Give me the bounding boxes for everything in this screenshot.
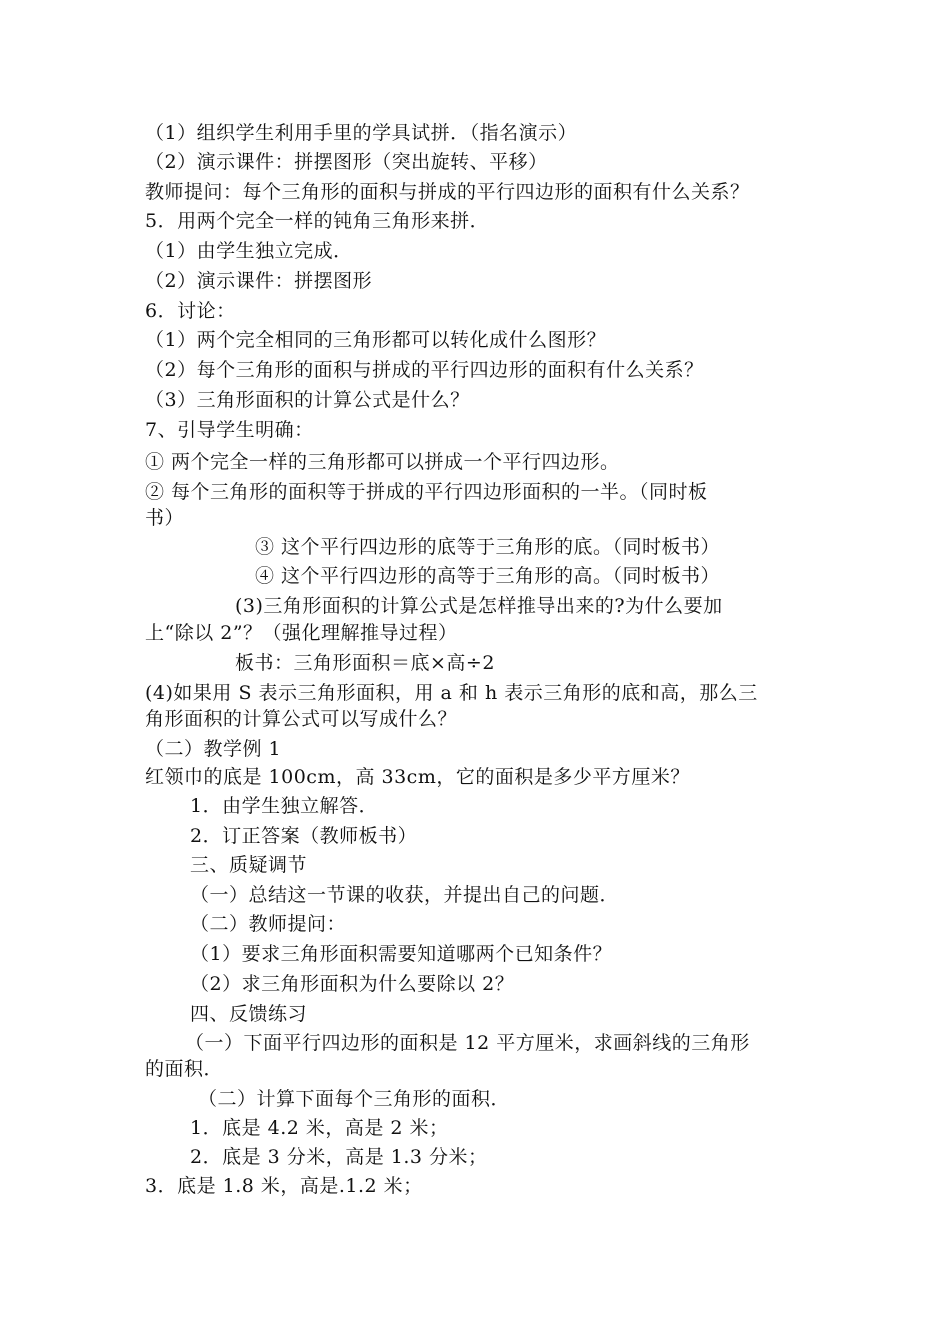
text-line: （二）计算下面每个三角形的面积．	[198, 1088, 511, 1110]
text-line: 上“除以 2”？（强化理解推导过程）	[145, 622, 458, 644]
text-line: ③ 这个平行四边形的底等于三角形的底。（同时板书）	[255, 536, 721, 558]
text-line: （2）每个三角形的面积与拼成的平行四边形的面积有什么关系？	[145, 359, 704, 381]
text-line: 1．底是 4.2 米，高是 2 米；	[190, 1117, 449, 1139]
text-line: (3)三角形面积的计算公式是怎样推导出来的?为什么要加	[235, 595, 723, 617]
text-line: 板书：三角形面积＝底×高÷2	[235, 652, 495, 674]
text-line: 教师提问：每个三角形的面积与拼成的平行四边形的面积有什么关系？	[145, 181, 750, 203]
text-line: 三、质疑调节	[190, 854, 308, 876]
text-line: 红领巾的底是 100cm，高 33cm，它的面积是多少平方厘米？	[145, 766, 690, 788]
text-line: （二）教师提问：	[190, 913, 347, 935]
text-line: （2）演示课件：拼摆图形（突出旋转、平移）	[145, 151, 548, 173]
text-line: 7、引导学生明确：	[145, 419, 314, 441]
text-line: （2）求三角形面积为什么要除以 2？	[190, 973, 515, 995]
text-line: (4)如果用 S 表示三角形面积，用 a 和 h 表示三角形的底和高，那么三	[145, 682, 758, 704]
text-line: （1）由学生独立完成．	[145, 240, 353, 262]
text-line: 1．由学生独立解答．	[190, 795, 379, 817]
text-line: （二）教学例 1	[145, 738, 282, 760]
text-line: 5．用两个完全一样的钝角三角形来拼．	[145, 210, 490, 232]
text-line: 书）	[145, 507, 185, 529]
text-line: （1）要求三角形面积需要知道哪两个已知条件？	[190, 943, 613, 965]
text-line: 3．底是 1.8 米，高是.1.2 米；	[145, 1175, 423, 1197]
text-line: 四、反馈练习	[190, 1003, 308, 1025]
text-line: 2．底是 3 分米，高是 1.3 分米；	[190, 1146, 488, 1168]
text-line: （3）三角形面积的计算公式是什么？	[145, 389, 470, 411]
text-line: （一）总结这一节课的收获，并提出自己的问题．	[190, 884, 620, 906]
text-line: 2．订正答案（教师板书）	[190, 825, 418, 847]
text-line: ① 两个完全一样的三角形都可以拼成一个平行四边形。	[145, 451, 620, 473]
text-line: （一）下面平行四边形的面积是 12 平方厘米，求画斜线的三角形	[185, 1032, 750, 1054]
text-line: （1）两个完全相同的三角形都可以转化成什么图形？	[145, 329, 607, 351]
text-line: （1）组织学生利用手里的学具试拼．（指名演示）	[145, 122, 578, 144]
text-line: （2）演示课件：拼摆图形	[145, 270, 373, 292]
text-line: 的面积．	[145, 1058, 224, 1080]
text-line: 角形面积的计算公式可以写成什么？	[145, 708, 458, 730]
text-line: 6．讨论：	[145, 300, 236, 322]
text-line: ④ 这个平行四边形的高等于三角形的高。（同时板书）	[255, 565, 721, 587]
text-line: ② 每个三角形的面积等于拼成的平行四边形面积的一半。（同时板	[145, 481, 708, 503]
